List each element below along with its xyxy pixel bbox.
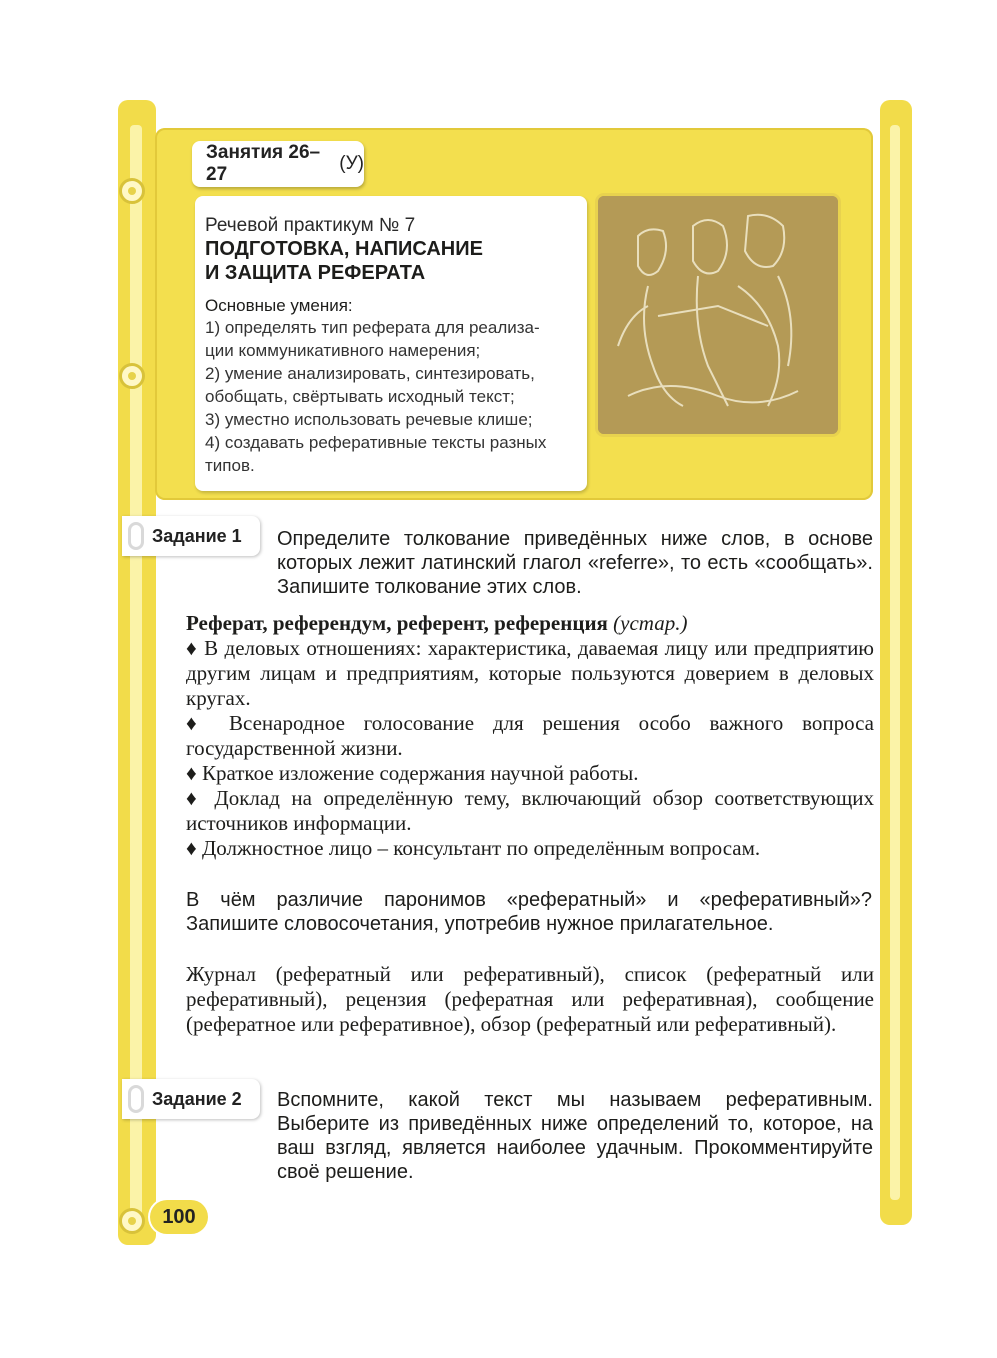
skill-line: обобщать, свёртывать исходный текст;	[205, 387, 515, 406]
words-heading	[186, 611, 874, 636]
task-1-label-text: Задание 1	[152, 525, 242, 546]
task-2-text: Вспомните, какой текст мы называем реферативным. Выберите из приведённых ниже определений то, которое, на ваш взгляд, является наиболее удачным. Прокомментируйте своё решение.	[277, 1089, 873, 1183]
skills-heading: Основные умения:	[205, 296, 353, 315]
binder-ring	[119, 178, 145, 204]
lesson-number-badge	[192, 141, 364, 187]
illustration-sketch	[598, 196, 838, 434]
task-2-label-text: Задание 2	[152, 1088, 242, 1109]
paronym-exercise: Журнал (рефератный или реферативный), список (рефератный или реферативный), рецензия (рефератная или реферативная), сообщение (рефератное или реферативное), обзор (рефератный или реферативный).	[186, 962, 874, 1036]
skill-line: 3) уместно использовать речевые клише;	[205, 410, 533, 429]
definition-item: ♦ Всенародное голосование для решения особо важного вопроса государственной жизни.	[186, 711, 874, 761]
left-binder-rail	[118, 100, 156, 1245]
practicum-subtitle: Речевой практикум № 7	[205, 215, 416, 236]
paronym-question: В чём различие паронимов «рефератный» и «реферативный»? Запишите словосочетания, употребив нужное прилагательное.	[186, 889, 872, 935]
task-2-label	[122, 1079, 260, 1119]
skill-line: 2) умение анализировать, синтезировать,	[205, 364, 535, 383]
illustration-image	[598, 196, 838, 434]
task-1-text: Определите толкование приведённых ниже слов, в основе которых лежит латинский глагол «referre», то есть «сообщать». Запишите толкование этих слов.	[277, 528, 873, 598]
definition-item: ♦ В деловых отношениях: характеристика, даваемая лицу или предприятию другим лицам и предприятиям, которые пользуются доверием в деловых кругах.	[186, 636, 874, 711]
right-binder-rail	[880, 100, 912, 1225]
practicum-card	[195, 196, 587, 491]
practicum-title-line: ПОДГОТОВКА, НАПИСАНИЕ	[205, 238, 483, 260]
definition-item: ♦ Краткое изложение содержания научной работы.	[186, 761, 874, 786]
paperclip-icon	[128, 1085, 144, 1113]
definition-item: ♦ Доклад на определённую тему, включающий обзор соответствующих источников информации.	[186, 786, 874, 836]
words-list: Реферат, референдум, референт, референция	[186, 611, 608, 635]
page-number: 100	[150, 1200, 208, 1234]
paperclip-icon	[128, 522, 144, 550]
skill-line: типов.	[205, 456, 255, 475]
skill-line: 4) создавать реферативные тексты разных	[205, 433, 547, 452]
definitions-block	[186, 611, 874, 861]
task-1-label	[122, 516, 260, 556]
lesson-tag: (У)	[339, 153, 364, 174]
skill-line: ции коммуникативного намерения;	[205, 341, 481, 360]
definition-item: ♦ Должностное лицо – консультант по определённым вопросам.	[186, 836, 874, 861]
practicum-title-line: И ЗАЩИТА РЕФЕРАТА	[205, 262, 426, 284]
lesson-number: Занятия 26–27	[206, 142, 321, 185]
binder-ring	[119, 363, 145, 389]
skill-line: 1) определять тип реферата для реализа-	[205, 318, 540, 337]
words-note: (устар.)	[613, 611, 688, 635]
binder-ring	[119, 1208, 145, 1234]
